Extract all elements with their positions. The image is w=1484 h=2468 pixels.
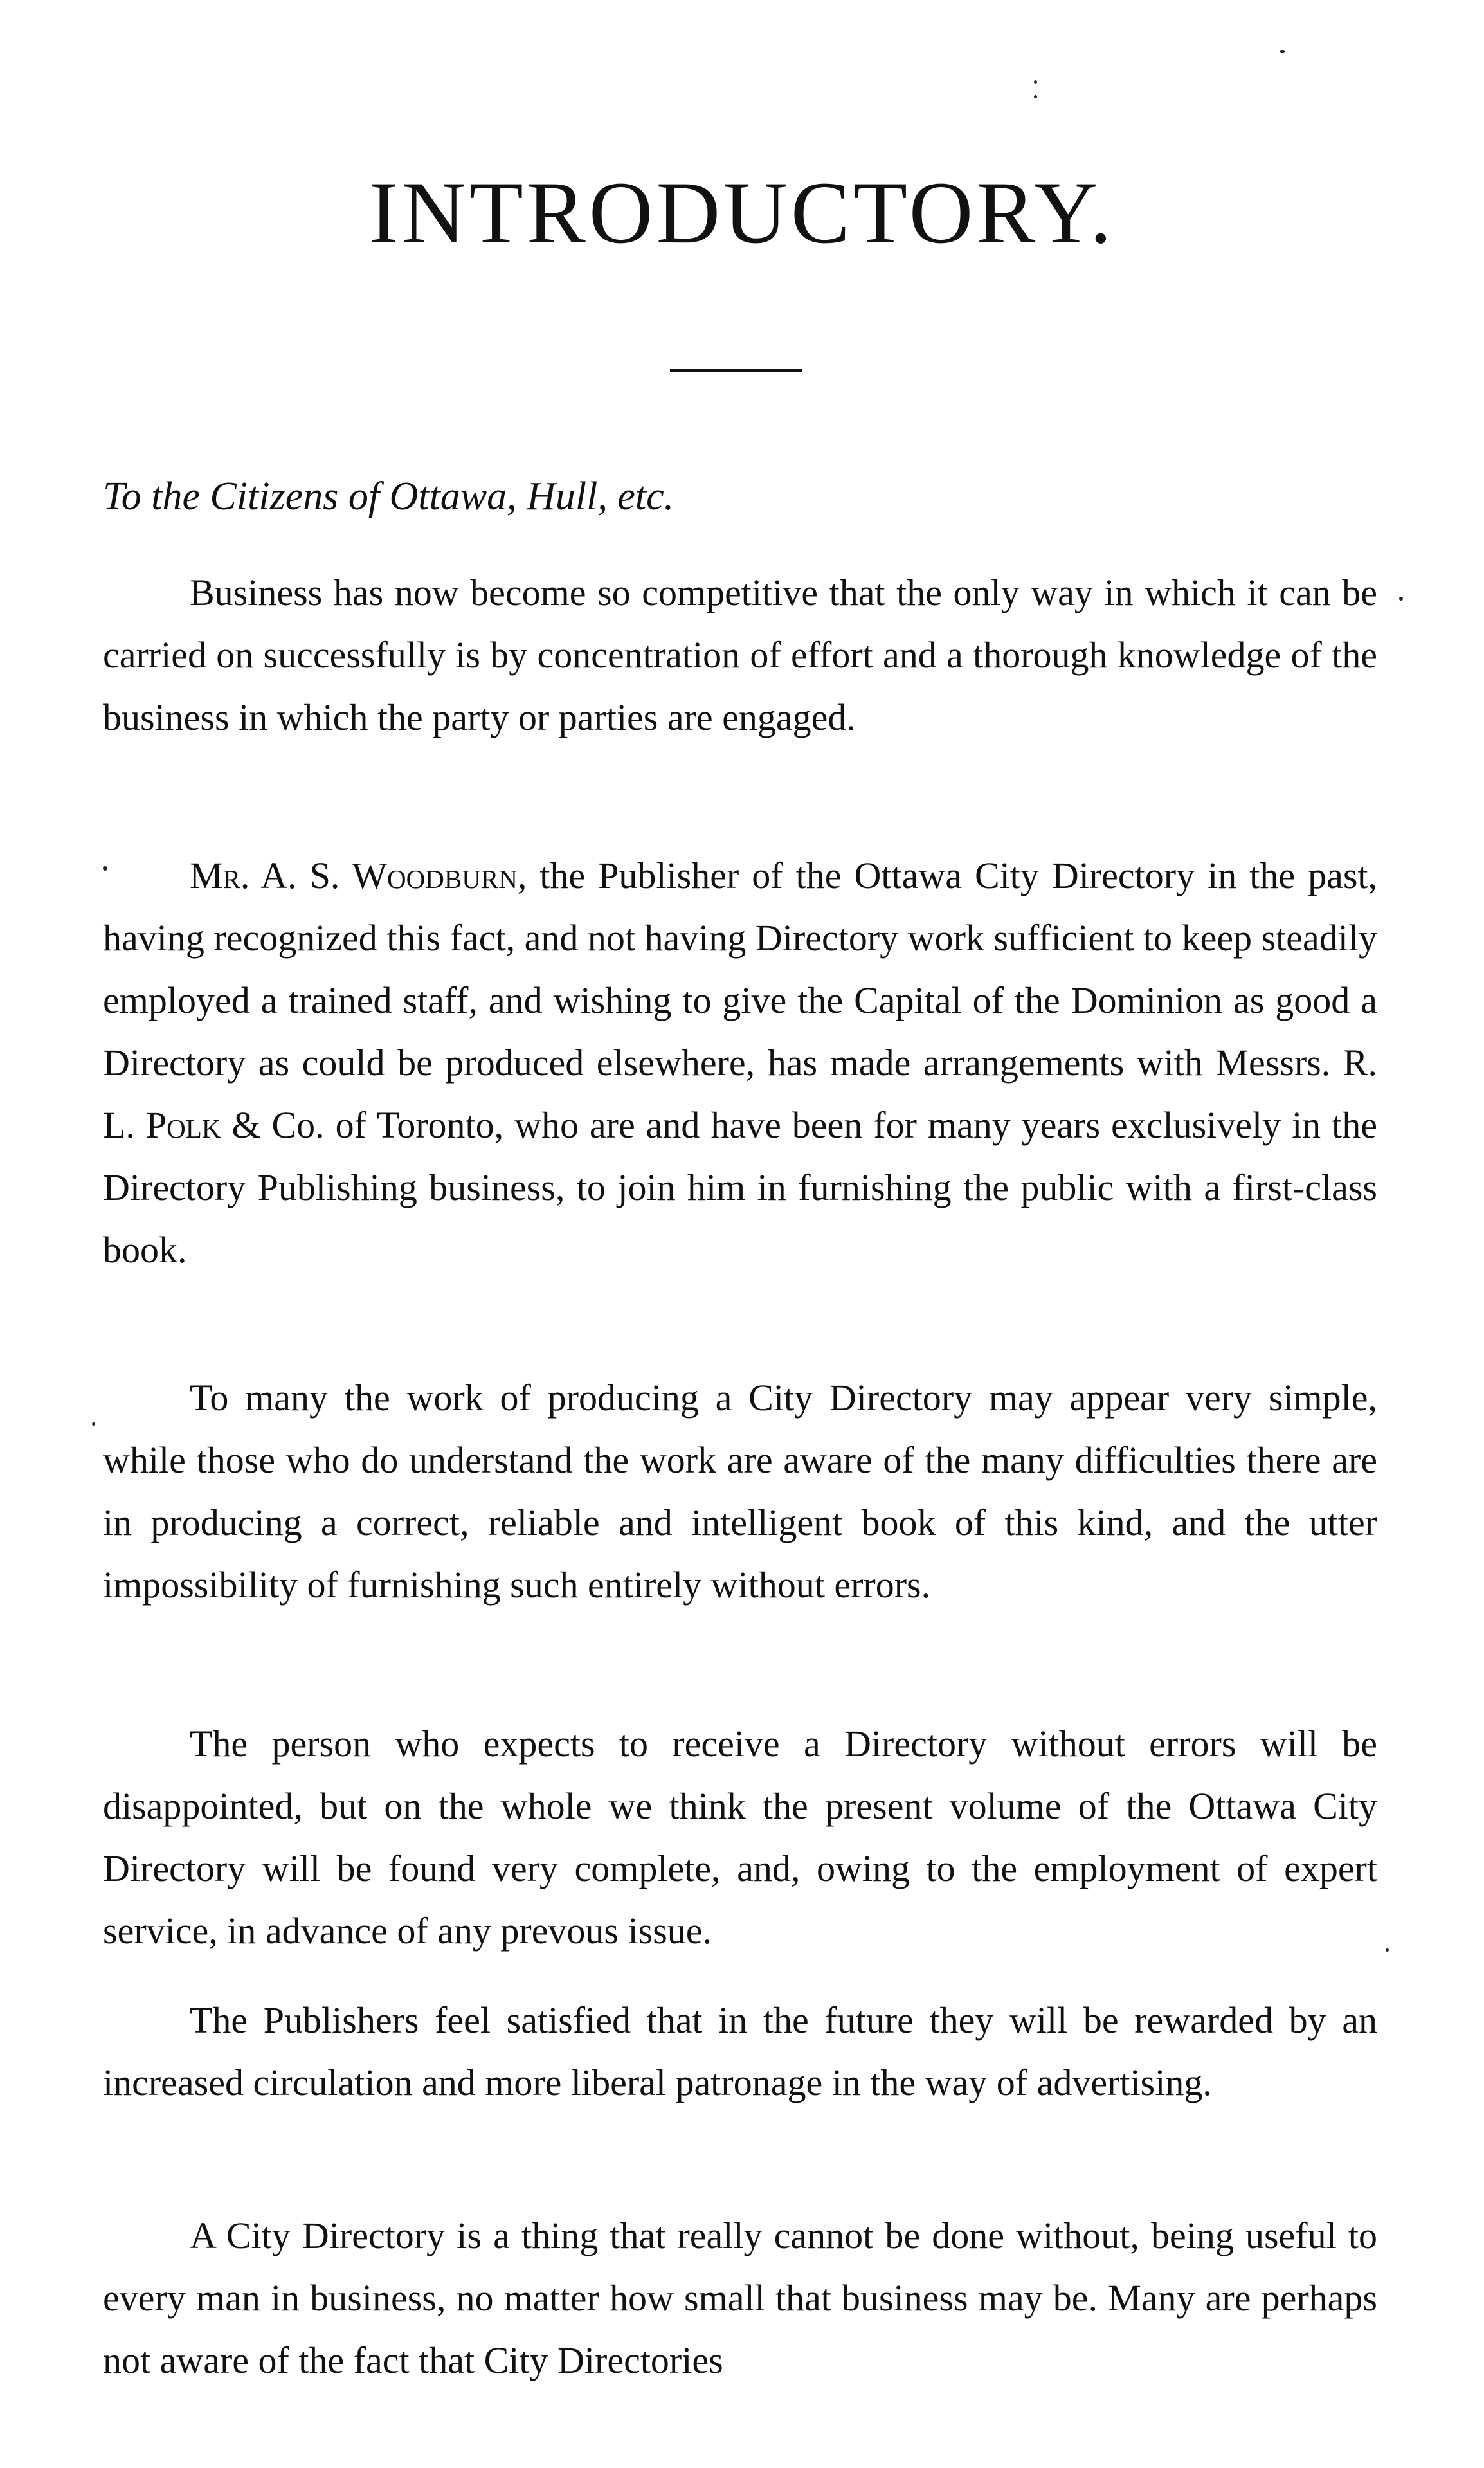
firm-name: Polk: [145, 1104, 221, 1146]
print-speck: [1386, 1948, 1389, 1952]
paragraph-publishers: The Publishers feel satisfied that in the future they will be rewarded by an increased circulation and more liberal patronage in the way of advertising.: [103, 1999, 1377, 2103]
salutation: To the Citizens of Ottawa, Hull, etc.: [103, 475, 674, 518]
page-title: INTRODUCTORY.: [368, 163, 1116, 262]
paragraph-publisher-text: the Publisher of the Ottawa City Directory in the past, having recognized this fact, and not having Directory work sufficient to keep steadily employed a trained staff, and wishing to give the Capital of the Dominion as good a Directory as could be produced elsewhere, has made arrangements with Messrs. R. L.: [103, 855, 1377, 1146]
print-speck: [103, 866, 107, 871]
print-speck: [1034, 80, 1037, 84]
paragraph-difficulties: To many the work of producing a City Directory may appear very simple, while those who do understand the work are aware of the many difficulties there are in producing a correct, reliable and intelligent book of this kind, and the utter impossibility of furnishing such entirely without errors.: [103, 1377, 1377, 1606]
print-speck: [1034, 95, 1037, 98]
title-rule-dashes: [739, 369, 797, 372]
paragraph-necessity: A City Directory is a thing that really cannot be done without, being useful to every man in business, no matter how small that business may be. Many are perhaps not aware of the fact that City Directories: [103, 2215, 1377, 2381]
paragraph-business: Business has now become so competitive that the only way in which it can be carried on successfully is by concentration of effort and a thorough knowledge of the business in which the party or parties are engaged.: [103, 572, 1377, 738]
paragraph-publisher-text-end: & Co. of Toronto, who are and have been for many years exclusively in the Directory Publishing business, to join him in furnishing the public with a first-class book.: [103, 1104, 1377, 1271]
print-speck: [92, 1422, 95, 1426]
print-speck: [1399, 597, 1403, 601]
publisher-name: Mr. A. S. Woodburn,: [190, 855, 527, 896]
paragraph-expectations: The person who expects to receive a Directory without errors will be disappointed, but on the whole we think the present volume of the Ottawa City Directory will be found very complete, and, owing to the employment of expert service, in advance of any prevous issue.: [103, 1723, 1377, 1952]
paragraph-publisher: [103, 844, 1377, 1281]
print-speck: [1280, 50, 1285, 53]
